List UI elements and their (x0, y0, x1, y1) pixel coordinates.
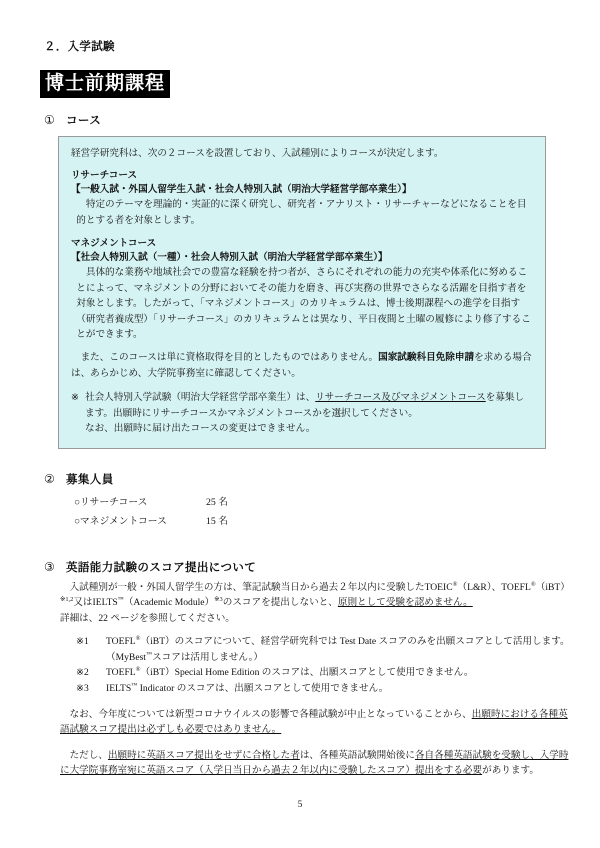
footnote-trademark-mark: ™ (131, 681, 138, 689)
toefl-footnote-refs: ※1,2 (60, 596, 74, 604)
toefl-registered-mark: ® (530, 580, 536, 588)
quota-course-name: ○マネジメントコース (74, 515, 167, 527)
item-label-english: 英語能力試験のスコア提出について (66, 559, 257, 574)
footnote-text-body: Indicator のスコアは、出願スコアとして使用できません。 (137, 683, 389, 695)
kome-note-line2: なお、出願時に届け出たコースの変更はできません。 (85, 423, 316, 435)
footnote-mark: ※2 (76, 667, 89, 679)
footnote-registered-mark: ® (135, 635, 141, 643)
kome-note-line1-part2: を募集します。出願時にリサーチコースかマネジメントコースかを選択してください。 (85, 392, 525, 419)
management-course-name: マネジメントコース (71, 237, 157, 249)
exception-paragraph (60, 748, 572, 779)
quota-row (74, 512, 570, 531)
toefl-label: TOEFL (501, 581, 531, 593)
heading-courses (44, 112, 570, 128)
heading-english (44, 559, 570, 575)
research-course-exams: 【一般入試・外国人留学生入試・社会人特別入試（明治大学経営学部卒業生）】 (71, 184, 412, 196)
english-detail-reference: 詳細は、22 ページを参照してください。 (60, 612, 235, 624)
english-intro-paragraph (60, 580, 572, 611)
quota-course-count: 15 名 (206, 515, 229, 527)
ielts-footnote-ref: ※3 (214, 596, 223, 604)
ielts-module-label: （Academic Module） (123, 597, 215, 609)
research-course-name: リサーチコース (71, 169, 138, 181)
item-number-quota: ② (44, 471, 55, 486)
quota-list (74, 493, 570, 531)
footnote-mark: ※1 (76, 636, 89, 648)
footnote-mark: ※3 (76, 683, 89, 695)
banner-title: 博士前期課程 (40, 70, 170, 98)
english-footnote-item (76, 681, 572, 697)
banner-title-wrapper (40, 70, 570, 98)
item-label-courses: コース (66, 113, 102, 128)
kome-note-line1-underline: リサーチコース及びマネジメントコース (315, 392, 486, 404)
footnote-text (106, 665, 572, 681)
english-intro-underline: 原則として受験を認めません。 (337, 597, 473, 609)
footnote-text-tail: スコアは活用しません。） (152, 651, 263, 663)
quota-course-name: ○リサーチコース (74, 496, 148, 508)
english-footnote-item (76, 634, 572, 665)
management-course-description: 具体的な業務や地域社会での豊富な経験を持つ者が、さらにそれぞれの能力の充実や体系化に努めることによって、マネジメントの分野においてその能力を磨き、再び実務の世界でさらなる活躍を目指す者を対象とします。したがって、「マネジメントコース」のカリキュラムは、博士後期課程への進学を目指す（研究者養成型）「リサーチコース」のカリキュラムとは異なり、平日夜間と土曜の履修により修了することができます。 (76, 267, 531, 341)
toeic-suffix: （L&R）、 (457, 581, 502, 593)
ielts-label: IELTS (92, 597, 118, 609)
toeic-registered-mark: ® (452, 580, 458, 588)
covid-paragraph (60, 707, 572, 738)
kome-note-line1 (85, 390, 533, 421)
kome-mark: ※ (71, 392, 80, 404)
exception-part2: は、各種英語試験開始後に (299, 749, 415, 761)
footnote-text-body: （iBT）のスコアについて、経営学研究科では Test Date スコアのみを出願スコアとして活用します。（MyBest (106, 636, 570, 663)
english-section-body (60, 580, 572, 779)
footnote-text-body: （iBT）Special Home Edition のスコアは、出願スコアとして使用できません。 (140, 667, 474, 679)
exception-underline-1: 出願時に英語スコア提出をせずに合格した者 (107, 749, 300, 761)
kome-note-body (85, 390, 533, 437)
section-heading: ２．入学試験 (44, 39, 115, 53)
english-intro-mid: 又は (73, 597, 93, 609)
footnote-ielts-label: IELTS (106, 683, 132, 695)
english-intro-part2: のスコアを提出しないと、 (222, 597, 338, 609)
covid-paragraph-underline: 出願時における各種英語試験スコア提出は必ずしも必要ではありません。 (60, 708, 568, 736)
covid-paragraph-part1: なお、今年度については新型コロナウイルスの影響で各種試験が中止となっていることから、 (69, 708, 472, 720)
toeic-label: TOEIC (424, 581, 453, 593)
exception-part1: ただし、 (69, 749, 108, 761)
course-info-box (58, 136, 546, 448)
qualification-note (71, 350, 533, 381)
qualification-note-part2: を求める場合は、あらかじめ、大学院事務室に確認してください。 (71, 351, 532, 379)
footnote-registered-mark: ® (135, 666, 141, 674)
english-intro-part1: 入試種別が一般・外国人留学生の方は、筆記試験当日から過去２年以内に受験した (69, 581, 425, 593)
heading-quota (44, 471, 570, 487)
ielts-trademark-mark: ™ (117, 596, 124, 604)
footnote-toefl-label: TOEFL (106, 667, 136, 679)
footnote-text (106, 681, 572, 697)
exception-underline-2: 各自各種英語試験を受験し、入学時に大学院事務室宛に英語スコア（入学日当日から過去２年以内に受験したスコア）提出をする必要 (60, 749, 569, 777)
research-course-description: 特定のテーマを理論的・実証的に深く研究し、研究者・アナリスト・リサーチャーなどになることを目的とする者を対象とします。 (76, 199, 527, 227)
kome-note-block (71, 390, 533, 437)
kome-note-line1-part1: 社会人特別入学試験（明治大学経営学部卒業生）は、 (85, 392, 316, 404)
info-box-lead: 経営学研究科は、次の２コースを設置しており、入試種別によりコースが決定します。 (71, 148, 444, 160)
qualification-note-part1: また、このコースは単に資格取得を目的としたものではありません。 (80, 351, 379, 363)
qualification-note-bold: 国家試験科目免除申請 (378, 351, 475, 363)
english-footnote-item (76, 665, 572, 681)
exception-part3: があります。 (482, 765, 539, 777)
page-number: 5 (297, 800, 303, 810)
management-course-exams: 【社会人特別入試（一種）・社会人特別入試（明治大学経営学部卒業生）】 (71, 251, 388, 263)
footnote-toefl-label: TOEFL (106, 636, 136, 648)
item-number-courses: ① (44, 113, 55, 128)
footnote-text (106, 634, 572, 665)
toefl-ibt-label: （iBT） (535, 581, 570, 593)
mybest-trademark-mark: ™ (145, 650, 153, 658)
item-number-english: ③ (44, 559, 55, 574)
quota-row (74, 493, 570, 512)
english-footnote-list (60, 634, 572, 696)
quota-course-count: 25 名 (206, 496, 229, 508)
item-label-quota: 募集人員 (66, 471, 114, 486)
